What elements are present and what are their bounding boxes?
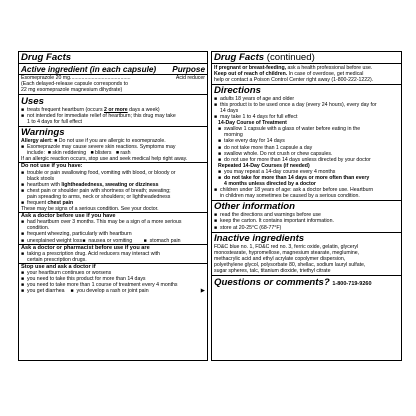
directions-heading: Directions <box>214 85 261 97</box>
inactive-ingredients-text: polyethylene glycol, polysorbate 80, shellac, sodium lauryl sulfate, <box>214 262 366 269</box>
bullet-icon: ■ <box>90 150 94 157</box>
other-information-heading: Other information <box>214 201 296 213</box>
drug-facts-continued-title <box>212 52 401 63</box>
warnings-heading: Warnings <box>21 127 65 139</box>
bullet-icon: ■ <box>214 224 218 231</box>
ask-pharmacist-item: taking a prescription drug. Acid reducers may interact with <box>27 250 160 257</box>
drug-facts-label <box>18 51 402 361</box>
allergy-text: If an allergic reaction occurs, stop use and seek medical help right away. <box>21 156 188 163</box>
bullet-icon: ■ <box>218 138 222 145</box>
uses-emphasis: 2 or more <box>104 106 128 113</box>
stop-use-item: you get diarrhea <box>27 288 65 295</box>
symptom-item: skin reddening <box>52 150 87 157</box>
pregnancy-label: If pregnant or breast-feeding, <box>214 64 287 71</box>
bullet-icon: ■ <box>82 237 86 244</box>
ask-doctor-item: frequent wheezing, particularly with heartburn <box>27 231 132 238</box>
allergy-text: include: <box>27 150 45 157</box>
active-note-line2: 22 mg esomeprazole magnesium dihydrate) <box>21 87 123 94</box>
repeat-course-heading: Repeated 14-Day Courses (if needed) <box>218 162 310 169</box>
bullet-icon: ■ <box>214 218 218 225</box>
leader-dots: .......................................... <box>70 75 131 81</box>
do-not-use-item: heartburn with <box>27 181 62 188</box>
active-ingredient-name: Esomeprazole 20 mg <box>21 75 71 81</box>
inactive-ingredients-text: sugar spheres, talc, titanium dioxide, triethyl citrate <box>214 268 331 275</box>
bullet-icon: ■ <box>218 144 222 151</box>
drug-facts-title: Drug Facts <box>21 52 72 63</box>
questions-heading: Questions or comments? <box>214 277 330 289</box>
do-not-use-emphasis: chest pain <box>47 200 74 206</box>
bullet-icon: ■ <box>54 138 58 145</box>
bullet-icon: ■ <box>115 150 119 157</box>
drug-facts-title: Drug Facts <box>214 52 265 63</box>
stop-use-heading: Stop use and ask a doctor if <box>21 263 96 270</box>
directions-item: may take 1 to 4 days for full effect <box>220 114 298 121</box>
bullet-icon: ■ <box>21 144 25 151</box>
ask-pharmacist-heading: Ask a doctor or pharmacist before use if you are <box>21 244 150 251</box>
do-not-use-item: chest pain or shoulder pain with shortness of breath; sweating; <box>27 187 171 194</box>
poison-control-text: help or contact a Poison Control Center right away (1-800-222-1222). <box>214 76 374 83</box>
bullet-icon: ■ <box>21 181 25 188</box>
inactive-ingredients-heading: Inactive ingredients <box>214 233 305 245</box>
other-info-item: read the directions and warnings before use <box>220 212 321 219</box>
active-ingredient-section <box>19 64 207 94</box>
bullet-icon: ■ <box>21 187 25 194</box>
directions-item: adults 18 years of age and older <box>220 96 295 103</box>
directions-section <box>212 85 401 200</box>
ask-pharmacist-item: certain prescription drugs. <box>27 256 87 263</box>
warnings-section <box>19 127 207 296</box>
purpose-heading: Purpose <box>172 64 205 74</box>
questions-section <box>212 276 401 290</box>
bullet-icon: ■ <box>218 126 222 133</box>
bullet-icon: ■ <box>21 106 25 113</box>
allergy-alert-label: Allergy alert: <box>21 138 53 145</box>
stop-use-item: you develop a rash or joint pain <box>76 288 149 295</box>
continued-label: (continued) <box>266 52 315 63</box>
bullet-icon: ■ <box>214 212 218 219</box>
bullet-icon: ■ <box>21 276 25 283</box>
do-not-use-item: trouble or pain swallowing food, vomiting with blood, or bloody or <box>27 169 176 176</box>
stop-use-item: you need to take this product for more than 14 days <box>27 276 146 283</box>
uses-item-text: 1 to 4 days for full effect <box>27 118 82 125</box>
bullet-icon: ■ <box>21 270 25 277</box>
other-information-section <box>212 201 401 232</box>
bullet-icon: ■ <box>218 150 222 157</box>
do-not-use-item: pain spreading to arms, neck or shoulders; or lightheadedness <box>27 193 171 200</box>
ask-doctor-item: unexplained weight loss <box>27 237 83 244</box>
bullet-icon: ■ <box>21 112 25 119</box>
uses-item-text: treats frequent heartburn (occurs <box>27 106 104 113</box>
bullet-icon: ■ <box>70 288 74 295</box>
ask-doctor-item: had heartburn over 3 months. This may be a sign of a more serious <box>27 219 182 226</box>
bullet-icon: ■ <box>21 237 25 244</box>
repeat-course-item: do not take for more than 14 days or more often than every <box>224 174 370 181</box>
other-info-item: keep the carton. It contains important information. <box>220 218 334 225</box>
bullet-icon: ■ <box>214 114 218 121</box>
inactive-ingredients-section <box>212 233 401 276</box>
ask-doctor-heading: Ask a doctor before use if you have <box>21 213 116 220</box>
course-item: take every day for 14 days <box>224 138 285 145</box>
bullet-icon: ■ <box>214 96 218 103</box>
active-note-line1: (Each delayed-release capsule corresponds to <box>21 81 128 88</box>
overdose-text: In case of overdose, get medical <box>287 70 364 77</box>
course-item: morning <box>224 132 243 139</box>
active-ingredient-purpose: Acid reducer <box>175 75 205 81</box>
bullet-icon: ■ <box>47 150 51 157</box>
continued-arrow-icon: ▶ <box>200 288 205 295</box>
do-not-use-item: frequent <box>27 200 48 206</box>
bullet-icon: ■ <box>143 237 147 244</box>
do-not-use-note: These may be signs of a serious condition. See your doctor. <box>21 206 159 213</box>
ask-doctor-item: condition. <box>27 225 50 232</box>
inactive-ingredients-text: FD&C blue no. 1, FD&C red no. 3, ferric oxide, gelatin, glyceryl <box>214 244 359 251</box>
ask-doctor-item: stomach pain <box>149 237 181 244</box>
pregnancy-section <box>212 64 401 84</box>
do-not-use-heading: Do not use if you have: <box>21 163 83 170</box>
inactive-ingredients-text: methacrylic acid and ethyl acrylate copolymer dispersion, <box>214 256 346 263</box>
directions-item: 14 days <box>220 108 239 115</box>
bullet-icon: ■ <box>21 219 25 226</box>
bullet-icon: ■ <box>21 200 25 206</box>
questions-phone: 1-800-719-9260 <box>332 281 372 288</box>
do-not-use-item: black stools <box>27 175 55 182</box>
directions-item: children under 18 years of age: ask a doctor before use. Heartburn <box>220 186 374 193</box>
repeat-course-item: 4 months unless directed by a doctor <box>224 180 316 187</box>
course-item: do not use for more than 14 days unless directed by your doctor <box>224 156 371 163</box>
active-ingredient-heading: Active ingredient (in each capsule) <box>21 64 157 74</box>
symptom-item: blisters <box>95 150 112 157</box>
allergy-text: Esomeprazole may cause severe skin reactions. Symptoms may <box>27 144 176 151</box>
symptom-item: rash <box>120 150 131 157</box>
directions-item: in children may sometimes be caused by a serious condition. <box>220 192 360 199</box>
bullet-icon: ■ <box>214 102 218 109</box>
course-heading: 14-Day Course of Treatment <box>218 120 287 127</box>
course-item: do not take more than 1 capsule a day <box>224 144 313 151</box>
pregnancy-text: ask a health professional before use. <box>286 64 373 71</box>
course-item: swallow whole. Do not crush or chew capsules. <box>224 150 333 157</box>
bullet-icon: ■ <box>21 250 25 257</box>
bullet-icon: ■ <box>21 169 25 176</box>
bullet-icon: ■ <box>218 168 222 175</box>
stop-use-item: you need to take more than 1 course of treatment every 4 months <box>27 282 178 289</box>
uses-item-text: days a week) <box>127 106 160 113</box>
bullet-icon: ■ <box>21 282 25 289</box>
repeat-course-item: you may repeat a 14-day course every 4 months <box>224 168 336 175</box>
bullet-icon: ■ <box>218 174 222 181</box>
ask-doctor-item: nausea or vomiting <box>88 237 133 244</box>
uses-section <box>19 95 207 126</box>
drug-facts-panel-right <box>211 51 402 361</box>
bullet-icon: ■ <box>218 156 222 163</box>
directions-item: this product is to be used once a day (every 24 hours), every day for <box>220 102 377 109</box>
do-not-use-emphasis: lightheadedness, sweating or dizziness <box>61 181 159 188</box>
keep-away-label: Keep out of reach of children. <box>214 70 288 77</box>
uses-item-text: not intended for immediate relief of heartburn; this drug may take <box>27 112 176 119</box>
course-item: swallow 1 capsule with a glass of water before eating in the <box>224 126 361 133</box>
inactive-ingredients-text: monostearate, hypromellose, magnesium stearate, meglumine, <box>214 250 360 257</box>
bullet-icon: ■ <box>21 231 25 238</box>
bullet-icon: ■ <box>214 186 218 193</box>
bullet-icon: ■ <box>21 288 25 295</box>
uses-heading: Uses <box>21 95 44 107</box>
drug-facts-panel-left <box>18 51 208 361</box>
allergy-text: Do not use if you are allergic to esomeprazole. <box>58 138 166 145</box>
stop-use-item: your heartburn continues or worsens <box>27 270 112 277</box>
other-info-item: store at 20-25°C (68-77°F) <box>220 224 282 231</box>
